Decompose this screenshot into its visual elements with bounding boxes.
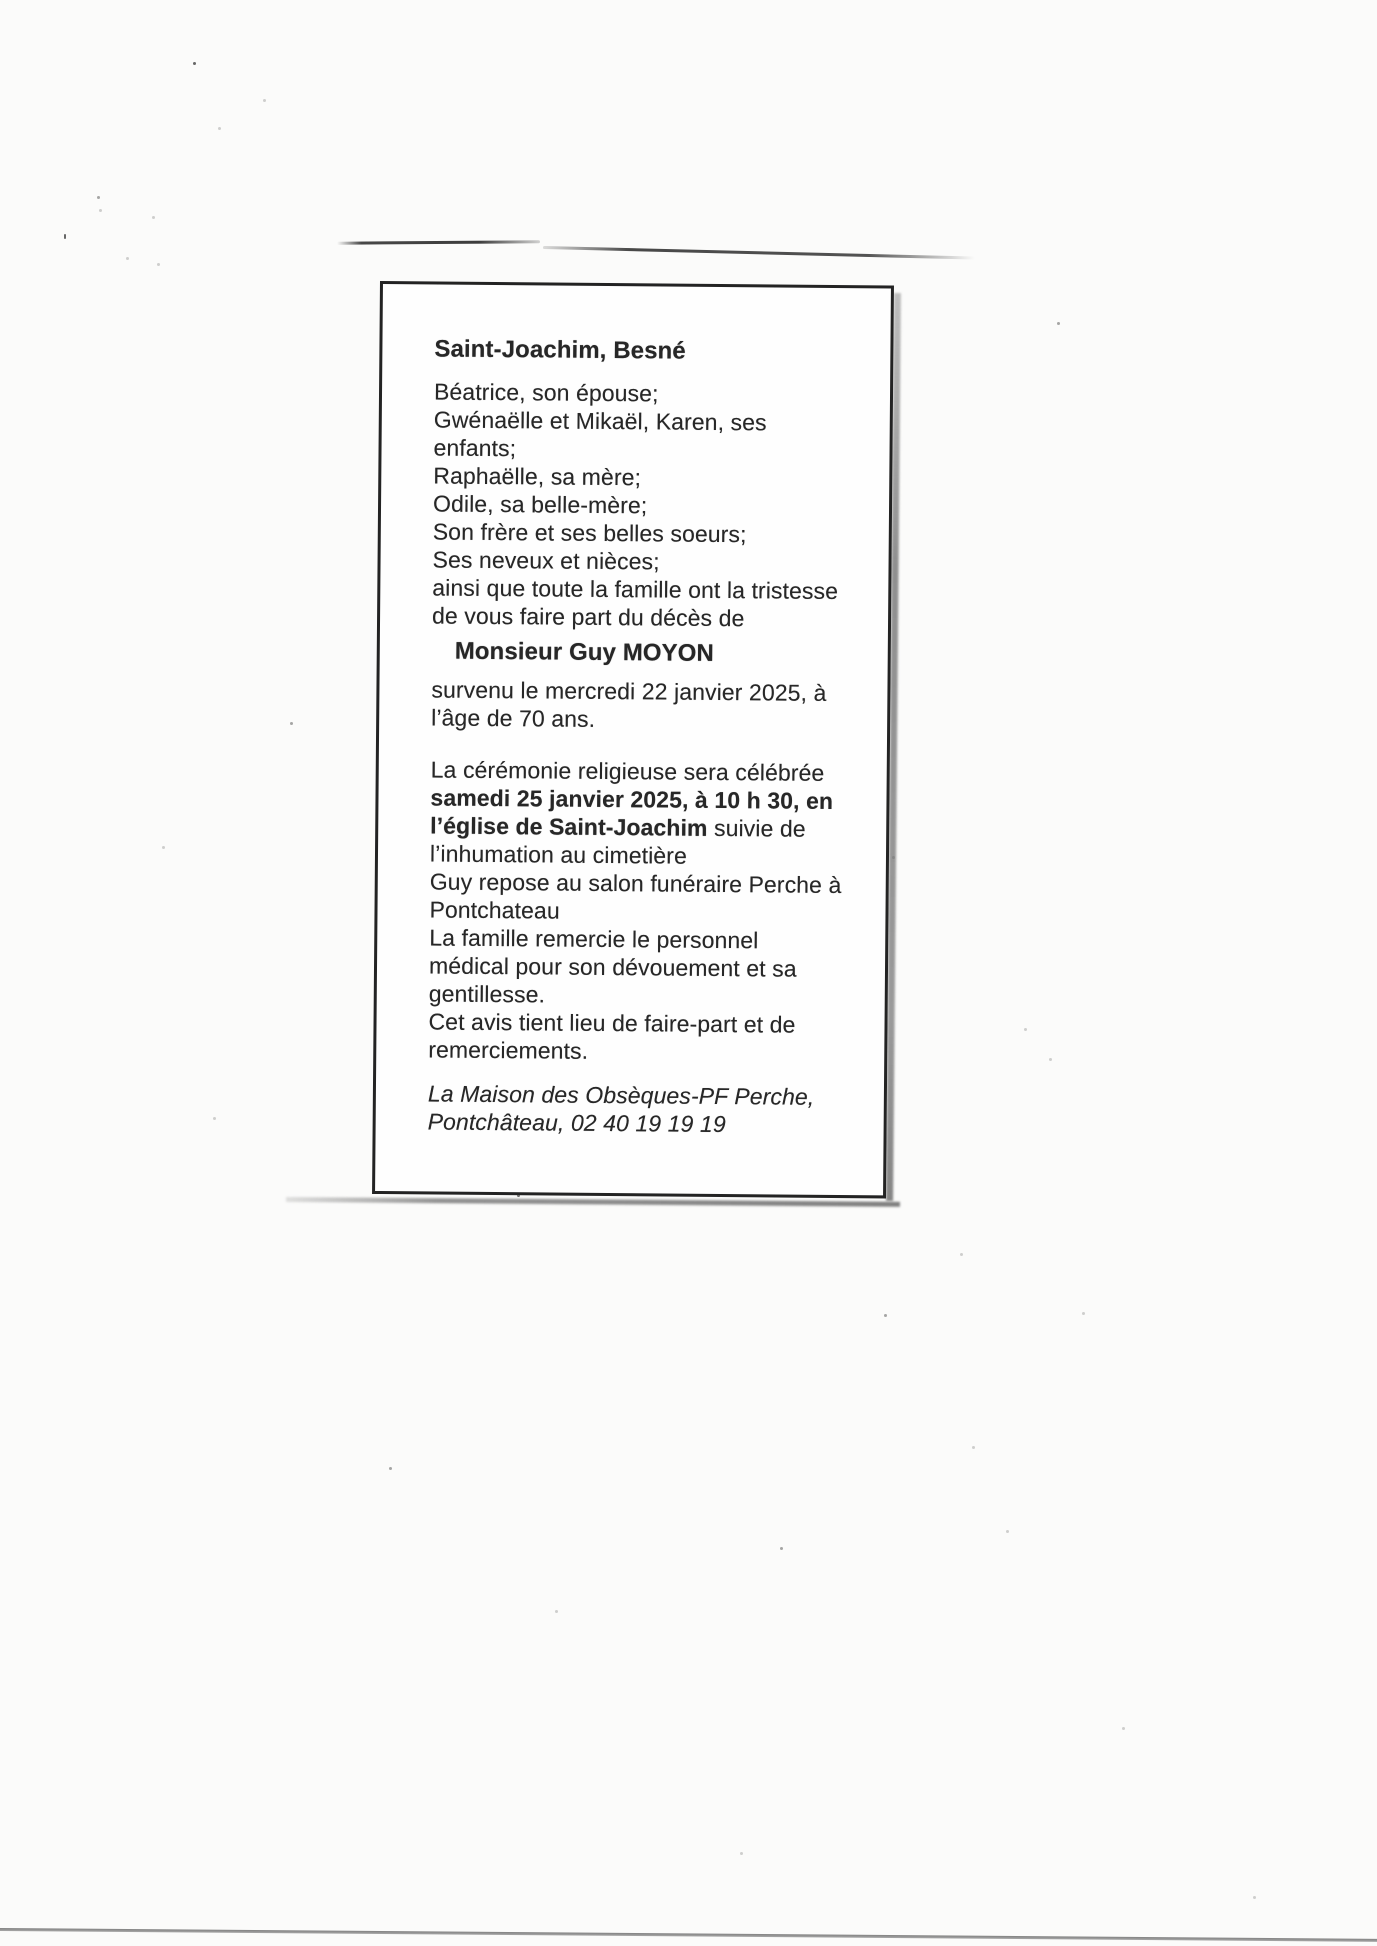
noise-speck bbox=[960, 1253, 963, 1256]
ceremony-block bbox=[428, 755, 861, 1067]
funeral-home-line: La Maison des Obsèques-PF Perche, bbox=[427, 1080, 815, 1110]
noise-speck bbox=[1253, 1896, 1256, 1899]
noise-speck bbox=[884, 1314, 887, 1317]
family-line: Gwénaëlle et Mikaël, Karen, ses bbox=[433, 406, 767, 436]
noise-speck bbox=[126, 257, 129, 260]
ceremony-line-date: samedi 25 janvier 2025, à 10 h 30, en bbox=[430, 784, 834, 814]
noise-speck bbox=[157, 263, 160, 266]
family-line: de vous faire part du décès de bbox=[431, 602, 745, 632]
noise-speck bbox=[290, 722, 293, 725]
noise-speck bbox=[1006, 1530, 1009, 1533]
noise-speck bbox=[193, 62, 196, 65]
noise-speck bbox=[97, 196, 100, 199]
noise-speck bbox=[892, 856, 895, 859]
family-line: Son frère et ses belles soeurs; bbox=[432, 518, 747, 548]
church-name: l’église de Saint-Joachim bbox=[430, 812, 708, 841]
noise-speck bbox=[99, 209, 102, 212]
family-line: ainsi que toute la famille ont la tristesse bbox=[432, 574, 839, 605]
funeral-home-line: Pontchâteau, 02 40 19 19 19 bbox=[427, 1108, 726, 1138]
noise-speck bbox=[263, 99, 266, 102]
noise-speck bbox=[389, 1467, 392, 1470]
noise-speck bbox=[555, 1610, 558, 1613]
scan-artifact-line bbox=[543, 246, 975, 259]
noise-speck bbox=[780, 1547, 783, 1550]
ceremony-line-church bbox=[430, 811, 860, 843]
family-line: Odile, sa belle-mère; bbox=[432, 490, 648, 519]
noise-speck bbox=[740, 1852, 743, 1855]
noise-speck bbox=[213, 1117, 216, 1120]
ceremony-line: Cet avis tient lieu de faire-part et de bbox=[428, 1008, 796, 1038]
ceremony-line: médical pour son dévouement et sa bbox=[428, 952, 797, 982]
family-line: Raphaëlle, sa mère; bbox=[433, 462, 642, 491]
noise-speck bbox=[972, 1446, 975, 1449]
scan-artifact-line bbox=[337, 240, 540, 244]
noise-speck bbox=[1122, 1727, 1125, 1730]
funeral-home-block bbox=[428, 1079, 858, 1139]
family-line: Ses neveux et nièces; bbox=[432, 546, 660, 575]
scan-edge-line bbox=[0, 1928, 1377, 1942]
ceremony-line-rest: suivie de bbox=[707, 814, 806, 842]
noise-speck bbox=[1049, 1058, 1052, 1061]
noise-speck bbox=[64, 234, 66, 239]
death-info-line: survenu le mercredi 22 janvier 2025, à bbox=[431, 676, 827, 706]
death-info-block bbox=[431, 675, 861, 735]
family-line: Béatrice, son épouse; bbox=[433, 378, 659, 407]
obituary-card bbox=[372, 281, 894, 1198]
noise-speck bbox=[152, 216, 155, 219]
ceremony-line: Guy repose au salon funéraire Perche à bbox=[429, 868, 842, 899]
family-line: enfants; bbox=[433, 434, 517, 462]
death-info-line: l’âge de 70 ans. bbox=[431, 704, 596, 732]
ceremony-line: remerciements. bbox=[428, 1036, 589, 1064]
ceremony-line: La famille remercie le personnel bbox=[429, 924, 759, 954]
ceremony-line: gentillesse. bbox=[428, 980, 546, 1008]
deceased-name: Monsieur Guy MOYON bbox=[454, 637, 715, 667]
card-shadow bbox=[286, 1197, 900, 1207]
noise-speck bbox=[162, 846, 165, 849]
region-header: Saint-Joachim, Besné bbox=[434, 335, 686, 365]
ceremony-line: Pontchateau bbox=[429, 896, 560, 924]
family-block bbox=[432, 377, 864, 633]
ceremony-line: l’inhumation au cimetière bbox=[429, 840, 688, 869]
noise-speck bbox=[1024, 1028, 1027, 1031]
noise-speck bbox=[218, 127, 221, 130]
noise-speck bbox=[1057, 322, 1060, 325]
noise-speck bbox=[1082, 1312, 1085, 1315]
ceremony-line: La cérémonie religieuse sera célébrée bbox=[430, 756, 825, 786]
